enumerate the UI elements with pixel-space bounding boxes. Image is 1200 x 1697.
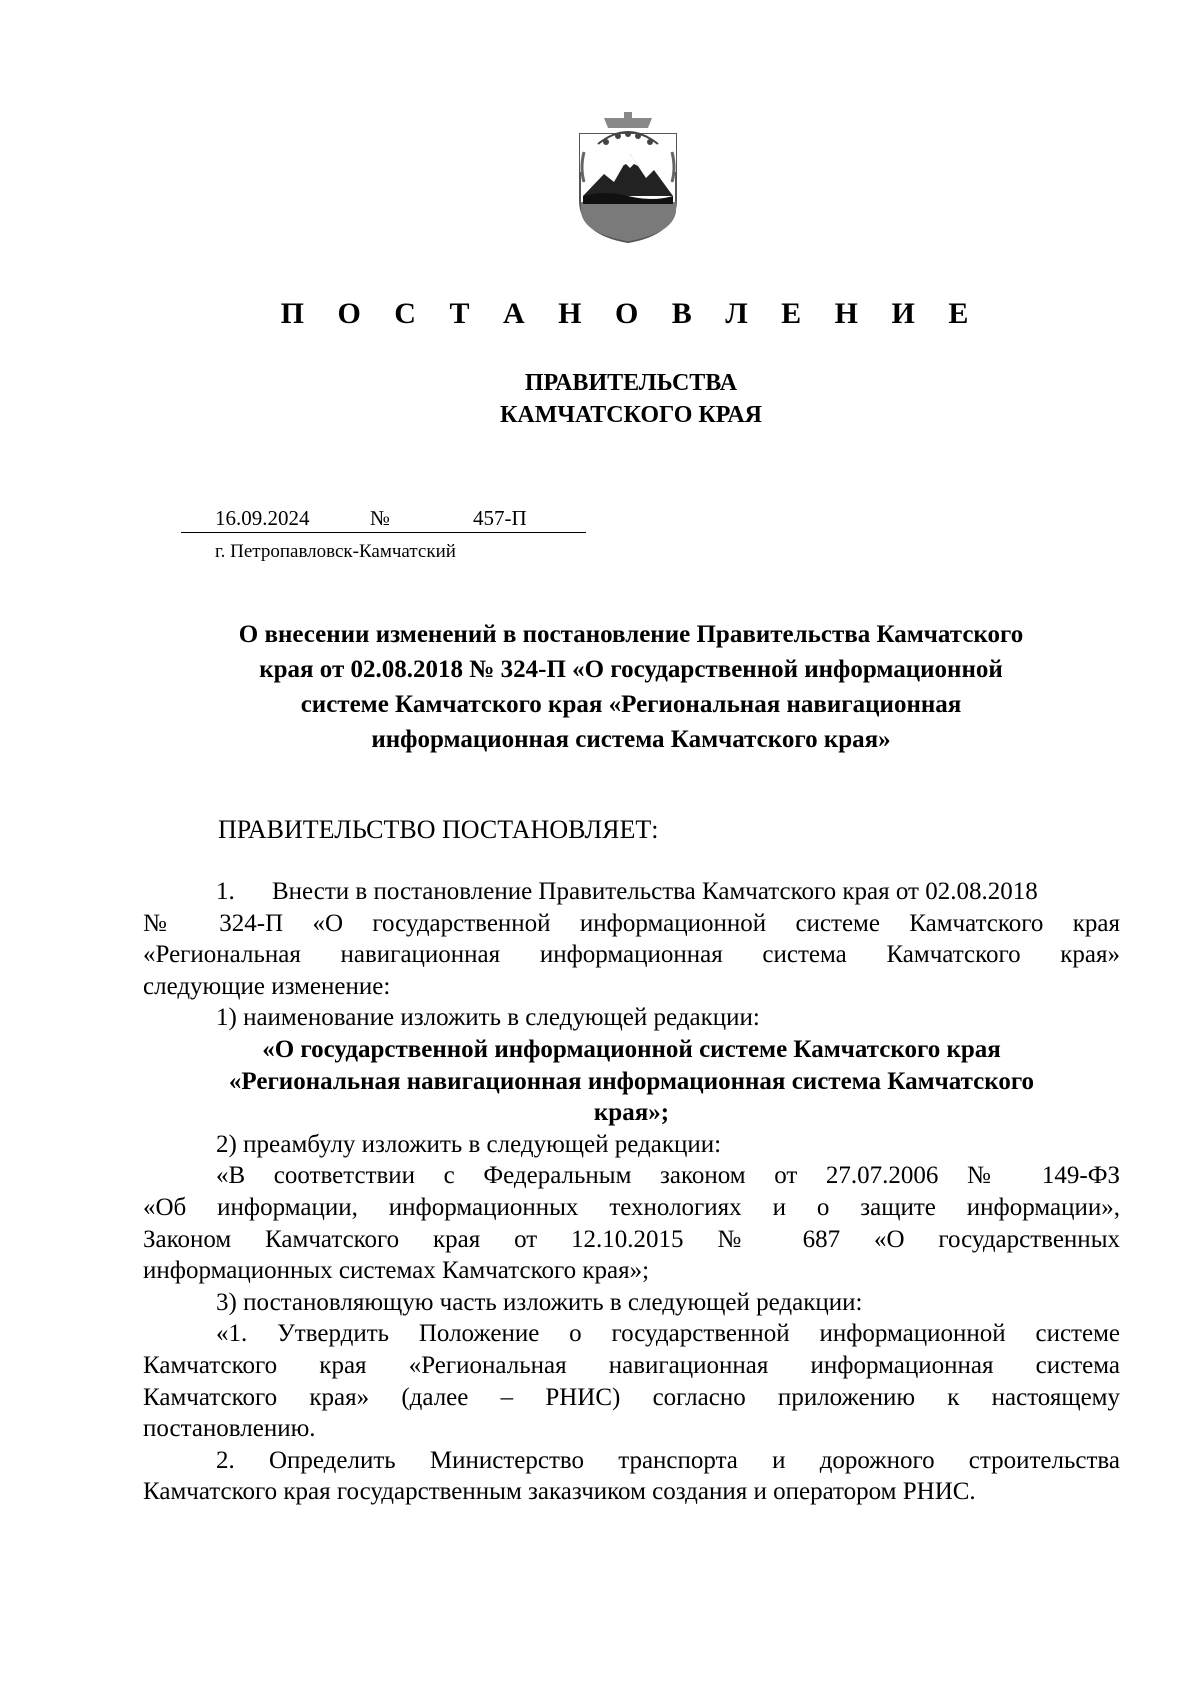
new-name-line: края»; [593, 1099, 670, 1127]
document-number: 457-П [473, 506, 527, 530]
paragraph-number: 1. [216, 878, 235, 905]
new-name-line: «Региональная навигационная информационная система Камчатского [228, 1067, 1035, 1095]
document-place: г. Петропавловск-Камчатский [215, 541, 456, 562]
document-body [143, 876, 1120, 1508]
preamble-line: «В соответствии с Федеральным законом от 27.07.2006 № 149-ФЗ [216, 1162, 1120, 1190]
subitem-2: 2) преамбулу изложить в следующей редакции: [216, 1130, 722, 1158]
title-line: края от 02.08.2018 № 324-П «О государственной информационной [259, 656, 1003, 683]
issuer-line: КАМЧАТСКОГО КРАЯ [499, 402, 763, 428]
subitem-1: 1) наименование изложить в следующей редакции: [216, 1004, 760, 1032]
document-date: 16.09.2024 [215, 506, 310, 530]
title-line: информационная система Камчатского края» [371, 726, 891, 753]
operative-line: постановлению. [143, 1415, 316, 1443]
operative-line: Камчатского края» (далее – РНИС) согласно приложению к настоящему [143, 1383, 1120, 1411]
preamble-line: Законом Камчатского края от 12.10.2015 № 687 «О государственных [143, 1225, 1120, 1253]
date-number-underline [181, 532, 586, 533]
subitem-3: 3) постановляющую часть изложить в следующей редакции: [216, 1288, 863, 1316]
kamchatka-coat-of-arms-icon [574, 112, 682, 244]
document-type: П О С Т А Н О В Л Е Н И Е [280, 297, 982, 330]
paragraph-1-line: следующие изменение: [143, 972, 391, 1000]
paragraph-1-line [143, 876, 1120, 908]
paragraph-2-line: Камчатского края государственным заказчиком создания и оператором РНИС. [143, 1478, 976, 1506]
paragraph-1-line: № 324-П «О государственной информационной системе Камчатского края [143, 909, 1120, 937]
document-title [168, 617, 1094, 757]
number-sign: № [370, 506, 391, 530]
preamble-line: «Об информации, информационных технологиях и о защите информации», [143, 1193, 1120, 1221]
paragraph-2-line: 2. Определить Министерство транспорта и дорожного строительства [216, 1446, 1120, 1474]
paragraph-1-line: «Региональная навигационная информационная система Камчатского края» [143, 941, 1120, 969]
new-name-line: «О государственной информационной системе Камчатского края [262, 1035, 1001, 1063]
paragraph-text: Внести в постановление Правительства Камчатского края от 02.08.2018 [272, 878, 1038, 905]
operative-line: Камчатского края «Региональная навигационная информационная система [143, 1351, 1120, 1379]
decree-heading: ПРАВИТЕЛЬСТВО ПОСТАНОВЛЯЕТ: [218, 815, 659, 844]
preamble-line: информационных системах Камчатского края»; [143, 1257, 650, 1285]
operative-line: «1. Утвердить Положение о государственной информационной системе [216, 1320, 1120, 1348]
title-line: системе Камчатского края «Региональная навигационная [300, 691, 962, 718]
issuer [0, 367, 1200, 431]
issuer-line: ПРАВИТЕЛЬСТВА [524, 370, 738, 396]
title-line: О внесении изменений в постановление Правительства Камчатского [238, 621, 1024, 648]
